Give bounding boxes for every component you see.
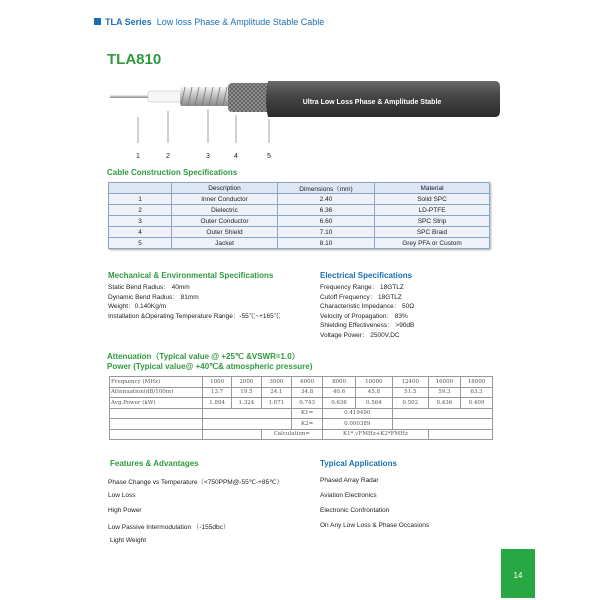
cable-illustration xyxy=(110,75,500,165)
table-row xyxy=(110,377,493,388)
table-cell: Dielectric xyxy=(172,205,278,216)
table-cell: 12400 xyxy=(392,377,428,388)
table-cell: 0.502 xyxy=(392,398,428,409)
electrical-title: Electrical Specifications xyxy=(320,271,413,280)
table-header-row xyxy=(109,183,490,194)
table-cell: 6.60 xyxy=(278,216,375,227)
dielectric-shape xyxy=(148,91,182,102)
construction-table xyxy=(108,182,490,249)
table-cell xyxy=(392,419,492,430)
table-cell: 10000 xyxy=(356,377,392,388)
table-row xyxy=(110,429,493,440)
column-header: Description xyxy=(172,183,278,194)
table-cell: Jacket xyxy=(172,238,278,249)
table-cell: 4 xyxy=(109,227,172,238)
table-cell: K2= xyxy=(292,419,323,430)
electrical-spec-list xyxy=(320,283,414,341)
outer-shield-shape xyxy=(228,83,272,112)
table-cell: LD-PTFE xyxy=(375,205,490,216)
table-cell: SPC Strip xyxy=(375,216,490,227)
callout-number: 4 xyxy=(234,153,238,160)
series-description: Low loss Phase & Amplitude Stable Cable xyxy=(156,17,325,27)
table-cell: 8.10 xyxy=(278,238,375,249)
application-item: Aviation Electronics xyxy=(320,492,377,499)
table-row xyxy=(110,398,493,409)
column-header: Dimensions（mm) xyxy=(278,183,375,194)
spec-line: Cutoff Frequency： 18GTLZ xyxy=(320,293,402,301)
table-cell: 13.7 xyxy=(203,387,232,398)
callout-number: 1 xyxy=(136,153,140,160)
table-cell: 5 xyxy=(109,238,172,249)
spec-line: Voltage Power： 2500V,DC xyxy=(320,331,400,339)
table-row xyxy=(109,238,490,249)
model-title: TLA810 xyxy=(107,51,162,68)
series-label: TLA Series xyxy=(105,17,152,27)
table-cell: 0.636 xyxy=(322,398,355,409)
callout-number: 3 xyxy=(206,153,210,160)
table-row xyxy=(109,216,490,227)
table-cell: K1= xyxy=(292,408,323,419)
table-cell: 63.3 xyxy=(460,387,492,398)
table-cell: 0.419490 xyxy=(322,408,392,419)
spec-line: Static Bend Radius： 40mm xyxy=(108,284,190,291)
table-cell: 8000 xyxy=(322,377,355,388)
applications-title: Typical Applications xyxy=(320,459,397,468)
table-row xyxy=(110,408,493,419)
feature-item: Light Weight xyxy=(110,537,147,544)
table-cell: Grey PFA or Custom xyxy=(375,238,490,249)
callout-number: 2 xyxy=(166,153,170,160)
spec-line: Velocity of Propagation： 83% xyxy=(320,312,408,320)
attenuation-table xyxy=(109,376,493,440)
mechanical-title: Mechanical & Environmental Specifications xyxy=(108,271,274,280)
table-cell xyxy=(203,408,292,419)
table-cell: 1.324 xyxy=(232,398,261,409)
outer-conductor-shape xyxy=(180,87,230,106)
series-square-icon xyxy=(94,18,101,25)
table-cell: 0.000389 xyxy=(322,419,392,430)
table-cell xyxy=(392,408,492,419)
row-label: Avg.Power (kW) xyxy=(110,398,203,409)
column-header xyxy=(109,183,172,194)
application-item: Electronic Confrontation xyxy=(320,507,390,514)
table-cell: 3 xyxy=(109,216,172,227)
table-cell: Inner Conductor xyxy=(172,194,278,205)
table-row xyxy=(109,227,490,238)
table-cell: 1.071 xyxy=(261,398,292,409)
table-cell: Outer Shield xyxy=(172,227,278,238)
jacket-print-text: Ultra Low Loss Phase & Amplitude Stable xyxy=(302,99,442,106)
table-cell: 18000 xyxy=(460,377,492,388)
table-cell: 0.564 xyxy=(356,398,392,409)
table-cell: 2000 xyxy=(232,377,261,388)
table-cell: K1* √FMHz+K2*FMHz xyxy=(322,429,428,440)
table-cell: 59.3 xyxy=(428,387,460,398)
table-cell: 51.5 xyxy=(392,387,428,398)
table-cell: 34.8 xyxy=(292,387,323,398)
table-cell xyxy=(203,429,262,440)
table-cell: 40.6 xyxy=(322,387,355,398)
spec-line: Characteristic Impedance： 50Ω xyxy=(320,303,415,311)
table-cell: 3000 xyxy=(261,377,292,388)
table-cell: Outer Conductor xyxy=(172,216,278,227)
application-item: Phased Array Radar xyxy=(320,477,379,484)
table-cell: 24.1 xyxy=(261,387,292,398)
column-header: Material xyxy=(375,183,490,194)
table-cell: 0.409 xyxy=(460,398,492,409)
feature-item: Low Passive Intermodulation （-155dbc） xyxy=(108,524,230,531)
table-cell: 2 xyxy=(109,205,172,216)
table-cell: 2.40 xyxy=(278,194,375,205)
table-row xyxy=(110,419,493,430)
application-item: On Any Low Loss & Phase Occasions xyxy=(320,522,430,529)
table-cell: 1 xyxy=(109,194,172,205)
table-cell: 0.743 xyxy=(292,398,323,409)
table-cell xyxy=(110,408,203,419)
page-number-box xyxy=(501,549,535,598)
feature-item: High Power xyxy=(108,507,142,514)
spec-line: Installation &Operating Temperature Range：-55℃~+165℃ xyxy=(108,312,281,320)
table-cell: 1.894 xyxy=(203,398,232,409)
table-cell xyxy=(110,429,203,440)
table-cell xyxy=(203,419,292,430)
table-cell: 6.36 xyxy=(278,205,375,216)
power-title-line: Power (Typical value@ +40℃& atmospheric pressure) xyxy=(107,362,313,371)
spec-line: Frequency Range： 18GTLZ xyxy=(320,284,404,291)
table-cell xyxy=(428,429,492,440)
attenuation-title-line: Attenuation（Typical value @ +25℃ &VSWR=1.0） xyxy=(107,352,300,361)
spec-line: Dynamic Bend Radius： 81mm xyxy=(108,293,199,301)
row-label: Attenuation(dB/100m) xyxy=(110,387,203,398)
table-cell: 1000 xyxy=(203,377,232,388)
feature-item: Phase Change vs Temperature（<750PPM@-55℃-+85℃） xyxy=(108,479,283,486)
series-header xyxy=(94,17,324,27)
table-cell: SPC Braid xyxy=(375,227,490,238)
attenuation-title xyxy=(107,352,312,372)
page-number: 14 xyxy=(513,571,523,580)
row-label: Frequency (MHz) xyxy=(110,377,203,388)
spec-line: Weight：0.140Kg/m xyxy=(108,303,167,311)
features-title: Features & Advantages xyxy=(110,459,199,468)
table-cell: 7.10 xyxy=(278,227,375,238)
feature-item: Low Loss xyxy=(108,492,136,499)
table-cell: 6000 xyxy=(292,377,323,388)
table-cell: 19.5 xyxy=(232,387,261,398)
construction-title: Cable Construction Specifications xyxy=(107,168,238,177)
table-row xyxy=(110,387,493,398)
mechanical-spec-list xyxy=(108,283,280,321)
table-row xyxy=(109,205,490,216)
table-row xyxy=(109,194,490,205)
table-cell: Solid SPC xyxy=(375,194,490,205)
callout-number: 5 xyxy=(267,153,271,160)
inner-conductor-shape xyxy=(110,95,150,98)
table-cell: 45.8 xyxy=(356,387,392,398)
table-cell: 16000 xyxy=(428,377,460,388)
table-cell: 0.436 xyxy=(428,398,460,409)
spec-line: Shielding Effectiveness： >90dB xyxy=(320,322,415,330)
table-cell: Calculation= xyxy=(261,429,322,440)
table-cell xyxy=(110,419,203,430)
